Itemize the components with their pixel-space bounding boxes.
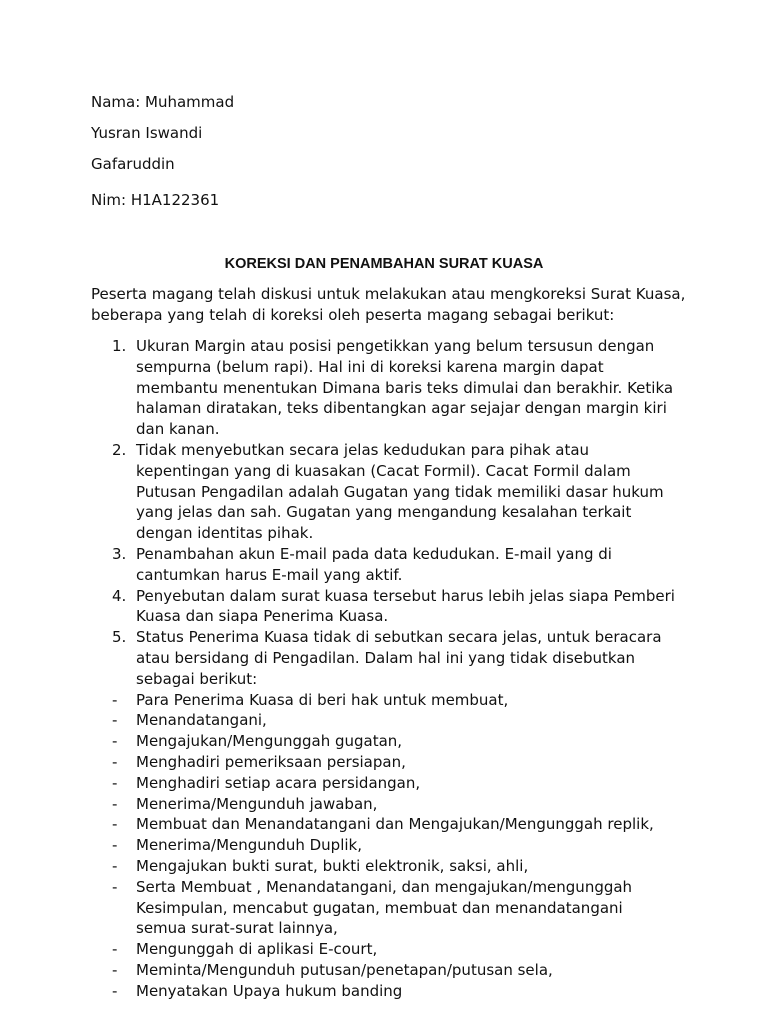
- dash-item: [0, 877, 676, 939]
- dash-item-text: Membuat dan Menandatangani dan Mengajukan/Mengunggah replik,: [136, 815, 654, 834]
- dash-item-text: Para Penerima Kuasa di beri hak untuk membuat,: [136, 690, 509, 709]
- dash-bullet: -: [112, 940, 118, 959]
- list-number: 2.: [112, 440, 127, 459]
- dash-item-text: Mengajukan/Mengunggah gugatan,: [136, 732, 403, 751]
- list-number: 3.: [112, 544, 127, 563]
- list-number: 4.: [112, 586, 127, 605]
- list-item-text: Ukuran Margin atau posisi pengetikkan yang belum tersusun dengan sempurna (belum rapi). Hal ini di koreksi karena margin dapat membantu menentukan Dimana baris teks dimulai dan berakhir. Ketika halaman diratakan, teks dibentangkan agar sejajar dengan margin kiri dan kanan.: [136, 337, 674, 439]
- dash-bullet: -: [112, 711, 118, 730]
- dash-item: [0, 690, 676, 711]
- student-name-line-2: Yusran Iswandi: [91, 124, 203, 142]
- numbered-item: [0, 544, 676, 586]
- dash-item: [0, 835, 676, 856]
- list-number: 1.: [112, 337, 127, 355]
- list-item-text: Tidak menyebutkan secara jelas kedudukan para pihak atau kepentingan yang di kuasakan (Cacat Formil). Cacat Formil dalam Putusan Pengadilan adalah Gugatan yang tidak memiliki dasar hukum yang jelas dan sah. Gugatan yang mengandung kesalahan terkait dengan identitas pihak.: [136, 440, 664, 543]
- dash-item: [0, 794, 676, 815]
- list-item-text: Penambahan akun E-mail pada data kedudukan. E-mail yang di cantumkan harus E-mail yang aktif.: [136, 544, 612, 584]
- dash-bullet: -: [112, 877, 118, 896]
- dash-item-text: Menandatangani,: [136, 711, 267, 730]
- dash-bullet: -: [112, 690, 118, 709]
- dash-item-text: Mengajukan bukti surat, bukti elektronik, saksi, ahli,: [136, 856, 529, 875]
- dash-bullet: -: [112, 773, 118, 792]
- document-title: KOREKSI DAN PENAMBAHAN SURAT KUASA: [224, 256, 544, 272]
- dash-item: [0, 939, 676, 960]
- correction-list: [0, 336, 768, 1002]
- dash-item-text: Menghadiri pemeriksaan persiapan,: [136, 752, 406, 771]
- dash-item-text: Serta Membuat , Menandatangani, dan mengajukan/mengunggah Kesimpulan, mencabut gugatan, membuat dan menandatangani semua surat-surat lainnya,: [136, 877, 633, 938]
- numbered-item: [0, 627, 676, 689]
- dash-bullet: -: [112, 752, 118, 771]
- numbered-item: [0, 336, 676, 440]
- dash-item-text: Mengunggah di aplikasi E-court,: [136, 940, 378, 959]
- dash-item-text: Menerima/Mengunduh Duplik,: [136, 836, 362, 855]
- dash-bullet: -: [112, 815, 118, 834]
- student-name-line-3: Gafaruddin: [91, 155, 175, 173]
- dash-bullet: -: [112, 960, 118, 979]
- numbered-item: [0, 586, 676, 628]
- list-item-text: Penyebutan dalam surat kuasa tersebut harus lebih jelas siapa Pemberi Kuasa dan siapa Penerima Kuasa.: [136, 586, 675, 626]
- dash-bullet: -: [112, 794, 118, 813]
- dash-item: [0, 981, 676, 1002]
- dash-item: [0, 752, 676, 773]
- dash-item: [0, 960, 676, 981]
- student-name-line: Nama: Muhammad: [91, 93, 235, 111]
- student-nim-line: Nim: H1A122361: [91, 191, 220, 209]
- dash-bullet: -: [112, 981, 118, 1000]
- dash-bullet: -: [112, 836, 118, 855]
- dash-bullet: -: [112, 732, 118, 751]
- list-item-text: Status Penerima Kuasa tidak di sebutkan secara jelas, untuk beracara atau bersidang di Pengadilan. Dalam hal ini yang tidak disebutkan sebagai berikut:: [136, 628, 662, 688]
- intro-paragraph: Peserta magang telah diskusi untuk melakukan atau mengkoreksi Surat Kuasa, beberapa yang telah di koreksi oleh peserta magang sebagai berikut:: [91, 285, 686, 324]
- dash-item-text: Menghadiri setiap acara persidangan,: [136, 773, 421, 792]
- list-number: 5.: [112, 628, 127, 647]
- dash-item: [0, 856, 676, 877]
- dash-item: [0, 731, 676, 752]
- dash-item: [0, 773, 676, 794]
- dash-item-text: Menerima/Mengunduh jawaban,: [136, 794, 378, 813]
- dash-item-text: Menyatakan Upaya hukum banding: [136, 981, 403, 1000]
- numbered-item: [0, 440, 676, 544]
- dash-item: [0, 710, 676, 731]
- dash-item: [0, 814, 676, 835]
- dash-item-text: Meminta/Mengunduh putusan/penetapan/putusan sela,: [136, 960, 553, 979]
- dash-bullet: -: [112, 856, 118, 875]
